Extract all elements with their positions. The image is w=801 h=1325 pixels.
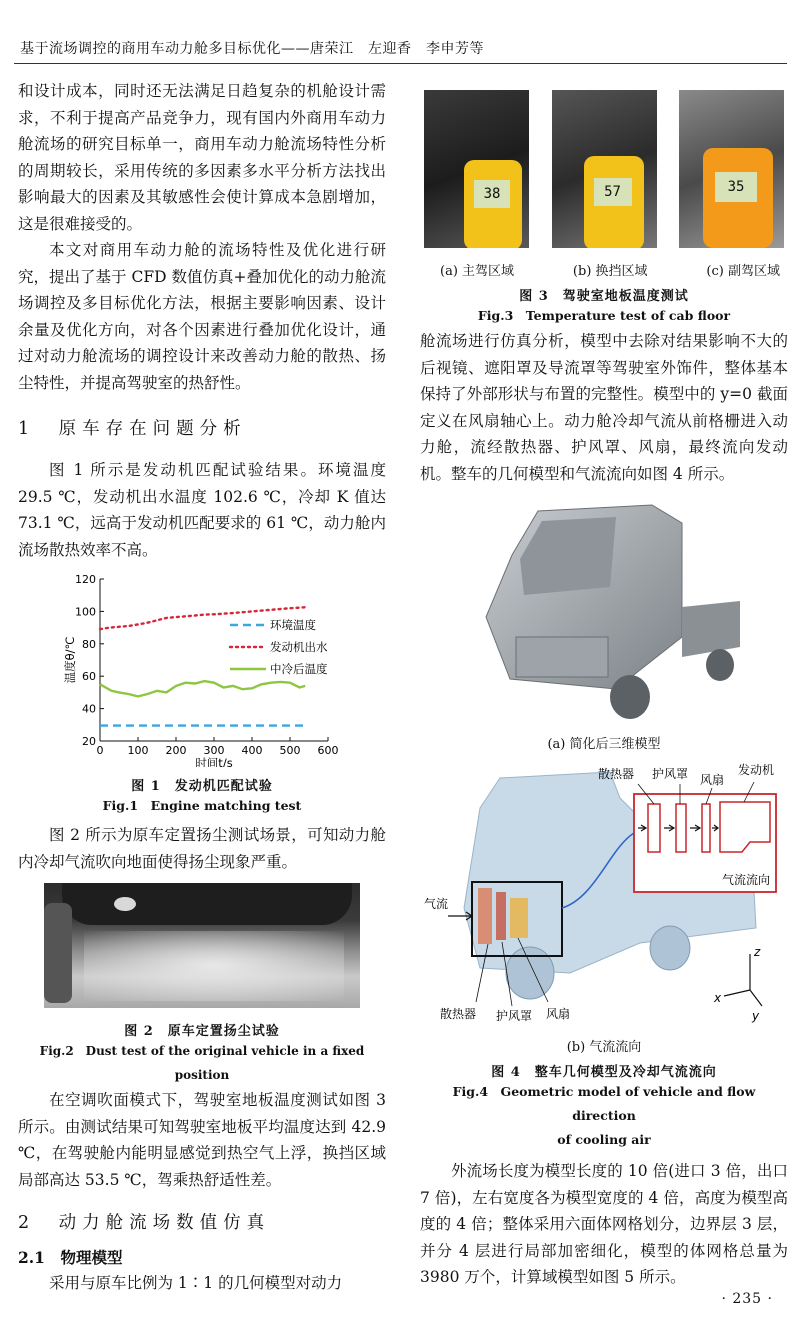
x-tick-label: 0 — [96, 744, 104, 757]
dust-cloud-shape — [84, 931, 344, 1001]
thermometer-photo-driver — [424, 90, 529, 248]
label-engine-top: 发动机 — [738, 763, 775, 777]
legend-label: 中冷后温度 — [270, 662, 328, 676]
subfigure-caption: (a) 简化后三维模型 — [547, 737, 661, 752]
subsection-heading: 2.1 物理模型 — [18, 1248, 123, 1267]
section-heading: 1 原车存在问题分析 — [18, 419, 247, 439]
figure-caption-en: Fig.2 Dust test of the original vehicle in a fixed position — [39, 1044, 365, 1082]
dust-test-photo — [44, 883, 360, 1008]
y-tick-label: 120 — [75, 573, 96, 586]
axis-x — [724, 990, 750, 996]
paragraph: 采用与原车比例为 1∶1 的几何模型对动力 — [49, 1274, 343, 1292]
paragraph: 图 1 所示是发动机匹配试验结果。环境温度 29.5 ℃，发动机出水温度 102.6 ℃，冷却 K 值达 73.1 ℃，远高于发动机匹配要求的 61 ℃，动力舱内流场散热效率不高。 — [18, 461, 386, 559]
section-heading: 2 动力舱流场数值仿真 — [18, 1213, 271, 1233]
figure-caption-cn: 图 1 发动机匹配试验 — [131, 779, 273, 794]
label-airflow-in: 气流 — [424, 897, 449, 911]
paragraph: 外流场长度为模型长度的 10 倍(进口 3 倍，出口 7 倍)，左右宽度各为模型宽度的 4 倍，高度为模型高度的 4 倍；整体采用六面体网格划分，边界层 3 层，并分 4 层进行局部加密细化，模型的体网格总量为 3980 万个，计算域模型如图 5 所示。 — [420, 1162, 788, 1286]
x-tick-label: 400 — [241, 744, 263, 757]
y-tick-label: 60 — [82, 670, 96, 684]
axis-x-label: x — [714, 991, 722, 1005]
label-airflow-dir: 气流流向 — [722, 873, 771, 887]
thermometer-photo-gearshift — [552, 90, 657, 248]
thermometer-screen: 38 — [474, 180, 510, 208]
paragraph: 本文对商用车动力舱的流场特性及优化进行研究，提出了基于 CFD 数值仿真+叠加优化的动力舱流场调控及多目标优化方法，根据主要影响因素、设计余量及优化方向，对各个因素进行叠加优化设计，通过对动力舱流场的调控设计来改善动力舱的散热、扬尘特性，并提高驾驶室的热舒性。 — [18, 241, 386, 392]
figure-1 — [18, 569, 386, 818]
subfigure-caption: (b) 气流流向 — [566, 1040, 642, 1055]
series-line-3 — [100, 681, 305, 696]
tire-shape — [44, 903, 72, 1003]
bumper-shape — [62, 883, 352, 925]
label-fan-bottom: 风扇 — [546, 1007, 571, 1021]
subfigure-caption: (a) 主驾区域 — [440, 264, 515, 279]
figure-2 — [18, 883, 386, 1087]
truck-3d-model — [420, 497, 788, 727]
x-tick-label: 100 — [127, 744, 149, 757]
thermometer-screen: 35 — [715, 172, 757, 202]
axis-y — [750, 990, 762, 1006]
x-axis-label: 时间t/s — [195, 756, 233, 767]
figure-caption-cn: 图 2 原车定置扬尘试验 — [124, 1024, 280, 1039]
paragraph: 图 2 所示为原车定置扬尘测试场景，可知动力舱内冷却气流吹向地面使得扬尘现象严重。 — [18, 826, 386, 871]
wheel-shape — [650, 926, 690, 970]
grille-shape — [516, 637, 608, 677]
y-axis-label: 温度θ/℃ — [63, 636, 77, 684]
wheel-shape — [506, 947, 554, 999]
x-tick-label: 300 — [203, 744, 225, 757]
legend-label: 发动机出水 — [270, 640, 328, 654]
engine-matching-chart — [18, 569, 386, 767]
airflow-diagram — [420, 758, 788, 1028]
figure-caption-cn: 图 3 驾驶室地板温度测试 — [519, 289, 689, 304]
legend-label: 环境温度 — [270, 618, 316, 632]
figure-3 — [420, 90, 788, 328]
x-tick-label: 600 — [317, 744, 339, 757]
left-column — [18, 78, 386, 1297]
figure-caption-en-line2: of cooling air — [557, 1132, 651, 1147]
y-tick-label: 40 — [82, 702, 96, 716]
y-tick-label: 100 — [75, 605, 96, 619]
fog-lamp-shape — [114, 897, 136, 911]
axis-y-label: y — [752, 1009, 760, 1023]
figure-caption-en: Fig.3 Temperature test of cab floor — [477, 308, 731, 323]
paragraph: 舱流场进行仿真分析，模型中去除对结果影响不大的后视镜、遮阳罩及导流罩等驾驶室外饰件，整体基本保持了外部形状与布置的完整性。模型中的 y=0 截面定义在风扇轴心上。动力舱冷却气流从前格栅进入动力舱，流经散热器、护风罩、风扇，最终流向发动机。整车的几何模型和气流流向如图 4 所示。 — [420, 332, 788, 483]
running-header: 基于流场调控的商用车动力舱多目标优化——唐荣江 左迎香 李申芳等 — [20, 41, 484, 57]
thermometer-photo-passenger — [679, 90, 784, 248]
figure-caption-en: Fig.1 Engine matching test — [102, 798, 302, 813]
y-tick-label: 80 — [82, 637, 96, 651]
paragraph: 和设计成本，同时还无法满足日趋复杂的机舱设计需求，不利于提高产品竞争力，现有国内外商用车动力舱流场的研究目标单一，商用车动力舱流场特性分析的周期较长，采用传统的多因素多水平分析方法找出影响最大的因素及其敏感性会使计算成本急剧增加，这是很难接受的。 — [18, 82, 386, 233]
label-fan-top: 风扇 — [700, 773, 725, 787]
y-tick-label: 20 — [82, 735, 96, 748]
right-column — [420, 90, 788, 1291]
axis-z-label: z — [754, 945, 761, 959]
wheel-shape — [610, 675, 650, 719]
x-tick-label: 500 — [279, 744, 301, 757]
label-shroud-top: 护风罩 — [652, 767, 689, 781]
page-number: · 235 · — [721, 1291, 773, 1307]
subfigure-caption: (c) 副驾区域 — [706, 264, 780, 279]
figure-caption-en: Fig.4 Geometric model of vehicle and flow direction — [452, 1084, 756, 1123]
paragraph: 在空调吹面模式下，驾驶室地板温度测试如图 3 所示。由测试结果可知驾驶室地板平均温度达到 42.9 ℃，在驾驶舱内能明显感觉到热空气上浮，换挡区域局部高达 53.5 ℃，驾乘热舒适性差。 — [18, 1091, 386, 1189]
figure-caption-cn: 图 4 整车几何模型及冷却气流流向 — [491, 1065, 717, 1080]
label-radiator-top: 散热器 — [598, 767, 635, 781]
wheel-shape — [706, 649, 734, 681]
label-shroud-bottom: 护风罩 — [496, 1009, 533, 1023]
x-tick-label: 200 — [165, 744, 187, 757]
figure-4 — [420, 497, 788, 1152]
thermometer-screen: 57 — [594, 178, 632, 206]
label-radiator-bottom: 散热器 — [440, 1007, 477, 1021]
chassis-shape — [682, 601, 740, 657]
header-rule — [14, 63, 787, 64]
subfigure-caption: (b) 换挡区域 — [572, 264, 648, 279]
